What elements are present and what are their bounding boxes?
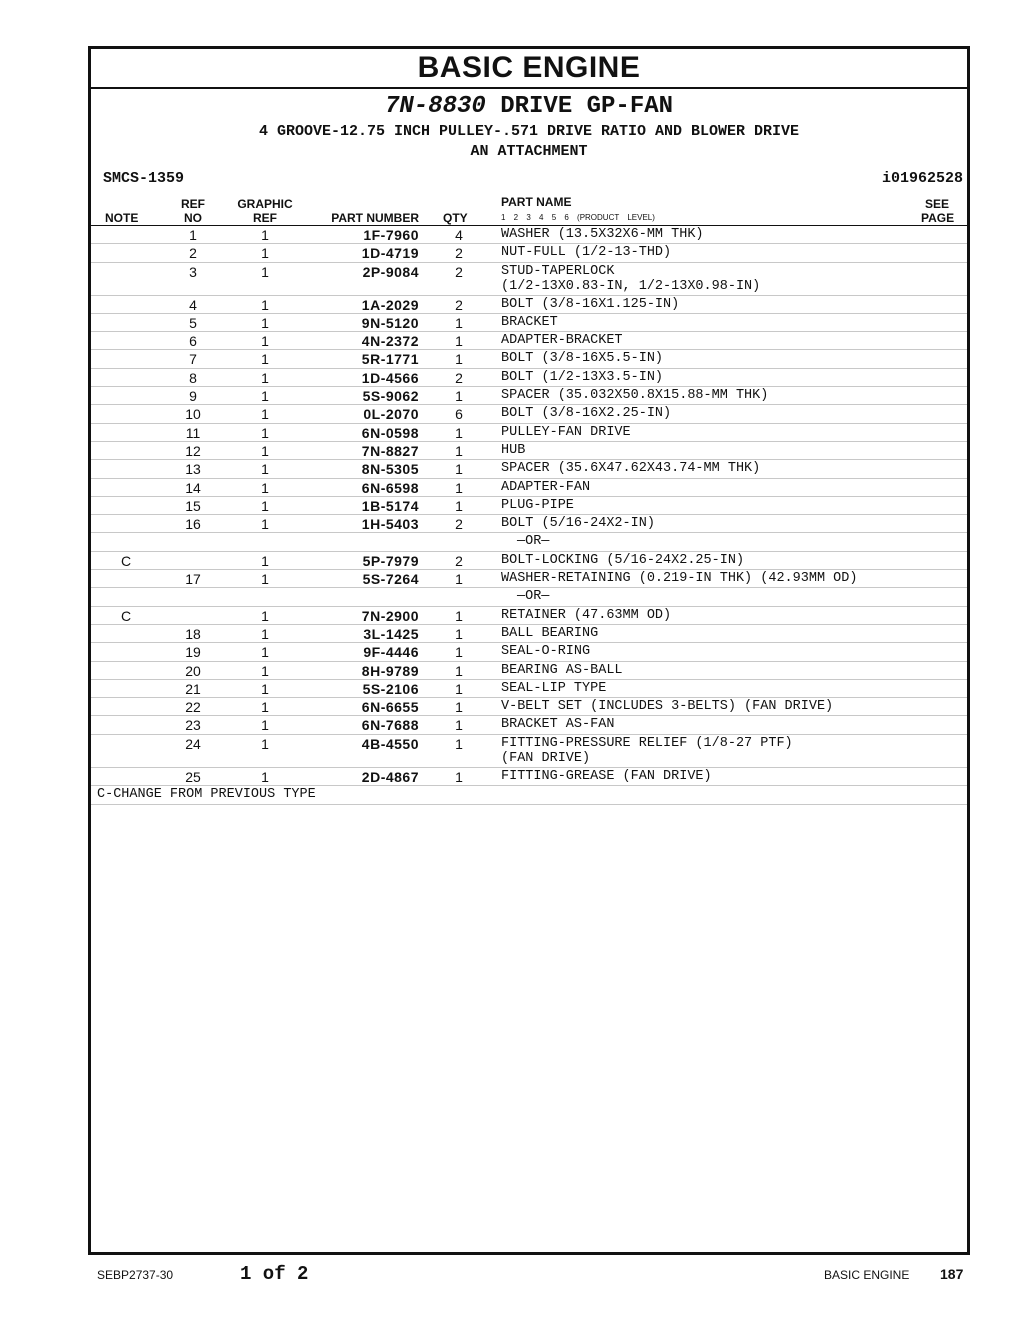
table-row: [91, 460, 967, 478]
part-name-cell: BRACKET: [501, 314, 558, 330]
graphic-ref-cell: 1: [261, 699, 269, 716]
table-row: [91, 369, 967, 387]
graphic-ref-cell: 1: [261, 516, 269, 533]
part-name-cell: —OR—: [517, 534, 550, 550]
ref-no-cell: 23: [185, 717, 201, 734]
graphic-ref-cell: 1: [261, 424, 269, 441]
part-name-cell: FITTING-PRESSURE RELIEF (1/8-27 PTF) (FAN DRIVE): [501, 735, 793, 766]
ref-no-cell: 7: [189, 351, 197, 368]
part-name-cell: PULLEY-FAN DRIVE: [501, 424, 631, 440]
ref-no-cell: 12: [185, 442, 201, 459]
section-title: BASIC ENGINE: [417, 51, 641, 84]
part-number-cell: 5S-9062: [362, 388, 419, 405]
part-number-cell: 9F-4446: [363, 644, 419, 661]
part-name-cell: PLUG-PIPE: [501, 497, 574, 513]
part-name-cell: —OR—: [517, 589, 550, 605]
graphic-ref-cell: 1: [261, 644, 269, 661]
table-row: [91, 244, 967, 262]
group-name: DRIVE GP-FAN: [500, 93, 674, 120]
part-name-cell: ADAPTER-FAN: [501, 479, 591, 495]
qty-cell: 1: [455, 735, 463, 752]
group-subtitle-1: 4 GROOVE-12.75 INCH PULLEY-.571 DRIVE RATIO AND BLOWER DRIVE: [258, 123, 800, 140]
part-name-cell: V-BELT SET (INCLUDES 3-BELTS) (FAN DRIVE): [501, 699, 834, 715]
qty-cell: 1: [455, 388, 463, 405]
qty-cell: 1: [455, 461, 463, 478]
qty-cell: 1: [455, 717, 463, 734]
ref-no-cell: 10: [185, 406, 201, 423]
or-separator-row: [91, 533, 967, 551]
table-row: [91, 442, 967, 460]
parts-page-frame: [88, 46, 970, 1255]
graphic-ref-cell: 1: [261, 333, 269, 350]
ref-no-cell: 16: [185, 516, 201, 533]
part-number-cell: 2D-4867: [361, 768, 419, 785]
part-number-cell: 1D-4719: [361, 245, 419, 262]
ref-no-cell: 1: [189, 227, 197, 243]
table-row: [91, 570, 967, 588]
ref-no-cell: 22: [185, 699, 201, 716]
part-number-cell: 3L-1425: [363, 625, 419, 642]
header-ref-bottom: NO: [184, 211, 202, 225]
table-row: [91, 625, 967, 643]
part-name-cell: NUT-FULL (1/2-13-THD): [501, 245, 672, 261]
header-note: NOTE: [105, 211, 139, 225]
header-qty: QTY: [443, 211, 468, 225]
graphic-ref-cell: 1: [261, 227, 269, 243]
qty-cell: 1: [455, 699, 463, 716]
group-number: 7N-8830: [384, 93, 486, 120]
ref-no-cell: 25: [185, 768, 201, 785]
or-separator-row: [91, 588, 967, 606]
qty-cell: 1: [455, 497, 463, 514]
table-row: [91, 552, 967, 570]
qty-cell: 1: [455, 625, 463, 642]
part-number-cell: 7N-8827: [361, 442, 419, 459]
table-row: [91, 479, 967, 497]
part-name-cell: WASHER-RETAINING (0.219-IN THK) (42.93MM OD): [501, 571, 858, 587]
part-name-cell: BOLT (3/8-16X2.25-IN): [501, 406, 672, 422]
qty-cell: 1: [455, 442, 463, 459]
header-part-number: PART NUMBER: [331, 211, 419, 225]
part-name-cell: BOLT (5/16-24X2-IN): [501, 516, 655, 532]
graphic-ref-cell: 1: [261, 735, 269, 752]
group-subtitle-2: AN ATTACHMENT: [470, 143, 588, 160]
part-name-cell: HUB: [501, 442, 526, 458]
part-number-cell: 6N-6655: [361, 699, 419, 716]
ref-no-cell: 2: [189, 245, 197, 262]
part-name-cell: WASHER (13.5X32X6-MM THK): [501, 227, 704, 242]
part-name-cell: SEAL-LIP TYPE: [501, 680, 607, 696]
section-title-bar: [91, 49, 967, 89]
ref-no-cell: 20: [185, 662, 201, 679]
graphic-ref-cell: 1: [261, 552, 269, 569]
table-row: [91, 497, 967, 515]
table-row: [91, 643, 967, 661]
part-number-cell: 0L-2070: [363, 406, 419, 423]
qty-cell: 2: [455, 552, 463, 569]
ref-no-cell: 24: [185, 735, 201, 752]
qty-cell: 6: [455, 406, 463, 423]
header-ref-top: REF: [181, 197, 205, 211]
table-row: [91, 515, 967, 533]
footer-section-title: BASIC ENGINE: [824, 1268, 910, 1282]
qty-cell: 1: [455, 571, 463, 588]
ref-no-cell: 13: [185, 461, 201, 478]
ref-no-cell: 15: [185, 497, 201, 514]
part-name-cell: SPACER (35.032X50.8X15.88-MM THK): [501, 388, 769, 404]
qty-cell: 1: [455, 662, 463, 679]
part-name-cell: BEARING AS-BALL: [501, 662, 623, 678]
graphic-ref-cell: 1: [261, 388, 269, 405]
part-number-cell: 1H-5403: [361, 516, 419, 533]
graphic-ref-cell: 1: [261, 296, 269, 313]
part-number-cell: 6N-6598: [361, 479, 419, 496]
table-row: [91, 768, 967, 786]
table-row: [91, 387, 967, 405]
graphic-ref-cell: 1: [261, 442, 269, 459]
graphic-ref-cell: 1: [261, 245, 269, 262]
qty-cell: 1: [455, 768, 463, 785]
note-cell: C: [121, 552, 132, 569]
part-name-cell: BOLT (3/8-16X5.5-IN): [501, 351, 664, 367]
ref-no-cell: 11: [185, 424, 201, 441]
qty-cell: 2: [455, 516, 463, 533]
illustration-id: i01962528: [881, 170, 963, 187]
part-number-cell: 5P-7979: [362, 552, 419, 569]
page-number: 187: [940, 1266, 964, 1282]
graphic-ref-cell: 1: [261, 662, 269, 679]
table-row: [91, 735, 967, 768]
qty-cell: 2: [455, 369, 463, 386]
table-row: [91, 226, 967, 244]
qty-cell: 2: [455, 296, 463, 313]
graphic-ref-cell: 1: [261, 406, 269, 423]
parts-table-body: [91, 226, 967, 805]
qty-cell: 1: [455, 644, 463, 661]
table-row: [91, 332, 967, 350]
graphic-ref-cell: 1: [261, 607, 269, 624]
part-number-cell: 8H-9789: [361, 662, 419, 679]
table-row: [91, 680, 967, 698]
header-graphic-top: GRAPHIC: [237, 197, 293, 211]
table-row: [91, 296, 967, 314]
qty-cell: 1: [455, 314, 463, 331]
part-name-cell: BRACKET AS-FAN: [501, 717, 615, 733]
document-number: SEBP2737-30: [97, 1268, 174, 1282]
table-header: [91, 195, 967, 226]
header-product-levels: 1 2 3 4 5 6 (PRODUCT LEVEL): [501, 213, 655, 222]
part-name-cell: BOLT (1/2-13X3.5-IN): [501, 369, 664, 385]
graphic-ref-cell: 1: [261, 461, 269, 478]
ref-no-cell: 5: [189, 314, 197, 331]
graphic-ref-cell: 1: [261, 369, 269, 386]
ref-no-cell: 3: [189, 263, 197, 280]
graphic-ref-cell: 1: [261, 497, 269, 514]
smcs-code: SMCS-1359: [103, 170, 185, 187]
part-name-cell: STUD-TAPERLOCK (1/2-13X0.83-IN, 1/2-13X0.98-IN): [501, 263, 761, 294]
part-number-cell: 6N-0598: [361, 424, 419, 441]
note-cell: C: [121, 607, 132, 624]
part-name-cell: ADAPTER-BRACKET: [501, 333, 623, 349]
ref-no-cell: 8: [189, 369, 197, 386]
part-name-cell: FITTING-GREASE (FAN DRIVE): [501, 768, 712, 784]
graphic-ref-cell: 1: [261, 314, 269, 331]
ref-no-cell: 6: [189, 333, 197, 350]
ref-no-cell: 19: [185, 644, 201, 661]
qty-cell: 1: [455, 333, 463, 350]
qty-cell: 4: [455, 227, 463, 243]
graphic-ref-cell: 1: [261, 263, 269, 280]
table-row: [91, 607, 967, 625]
qty-cell: 1: [455, 607, 463, 624]
ref-no-cell: 18: [185, 625, 201, 642]
header-see-top: SEE: [925, 197, 950, 211]
qty-cell: 2: [455, 263, 463, 280]
table-row: [91, 424, 967, 442]
graphic-ref-cell: 1: [261, 680, 269, 697]
part-number-cell: 9N-5120: [361, 314, 419, 331]
qty-cell: 1: [455, 351, 463, 368]
qty-cell: 1: [455, 424, 463, 441]
part-number-cell: 1A-2029: [361, 296, 419, 313]
part-name-cell: SEAL-O-RING: [501, 644, 591, 660]
graphic-ref-cell: 1: [261, 479, 269, 496]
ref-no-cell: 14: [185, 479, 201, 496]
ref-no-cell: 9: [189, 388, 197, 405]
qty-cell: 1: [455, 479, 463, 496]
part-name-cell: BALL BEARING: [501, 625, 599, 641]
ref-no-cell: 4: [189, 296, 197, 313]
ref-no-cell: 21: [185, 680, 201, 697]
part-number-cell: 4B-4550: [361, 735, 419, 752]
qty-cell: 1: [455, 680, 463, 697]
ref-no-cell: 17: [185, 571, 201, 588]
table-row: [91, 716, 967, 734]
qty-cell: 2: [455, 245, 463, 262]
part-number-cell: 1F-7960: [363, 227, 419, 243]
table-row: [91, 263, 967, 296]
table-row: [91, 405, 967, 423]
part-number-cell: 1B-5174: [361, 497, 419, 514]
part-number-cell: 7N-2900: [361, 607, 419, 624]
table-row: [91, 350, 967, 368]
page-of: 1 of 2: [240, 1263, 309, 1285]
header-part-name: PART NAME: [501, 195, 572, 209]
part-name-cell: BOLT (3/8-16X1.125-IN): [501, 296, 680, 312]
part-number-cell: 5S-2106: [362, 680, 419, 697]
group-title: [91, 93, 967, 120]
graphic-ref-cell: 1: [261, 768, 269, 785]
table-row: [91, 698, 967, 716]
part-name-cell: BOLT-LOCKING (5/16-24X2.25-IN): [501, 552, 745, 568]
table-row: [91, 662, 967, 680]
header-graphic-bottom: REF: [253, 211, 277, 225]
part-number-cell: 5S-7264: [362, 571, 419, 588]
part-number-cell: 2P-9084: [362, 263, 419, 280]
graphic-ref-cell: 1: [261, 571, 269, 588]
part-number-cell: 1D-4566: [361, 369, 419, 386]
part-number-cell: 6N-7688: [361, 717, 419, 734]
part-number-cell: 8N-5305: [361, 461, 419, 478]
table-row: [91, 314, 967, 332]
header-see-bottom: PAGE: [921, 211, 955, 225]
part-number-cell: 5R-1771: [361, 351, 419, 368]
part-number-cell: 4N-2372: [361, 333, 419, 350]
footnote: C-CHANGE FROM PREVIOUS TYPE: [91, 786, 967, 805]
part-name-cell: RETAINER (47.63MM OD): [501, 607, 672, 623]
part-name-cell: SPACER (35.6X47.62X43.74-MM THK): [501, 461, 761, 477]
graphic-ref-cell: 1: [261, 717, 269, 734]
graphic-ref-cell: 1: [261, 625, 269, 642]
graphic-ref-cell: 1: [261, 351, 269, 368]
